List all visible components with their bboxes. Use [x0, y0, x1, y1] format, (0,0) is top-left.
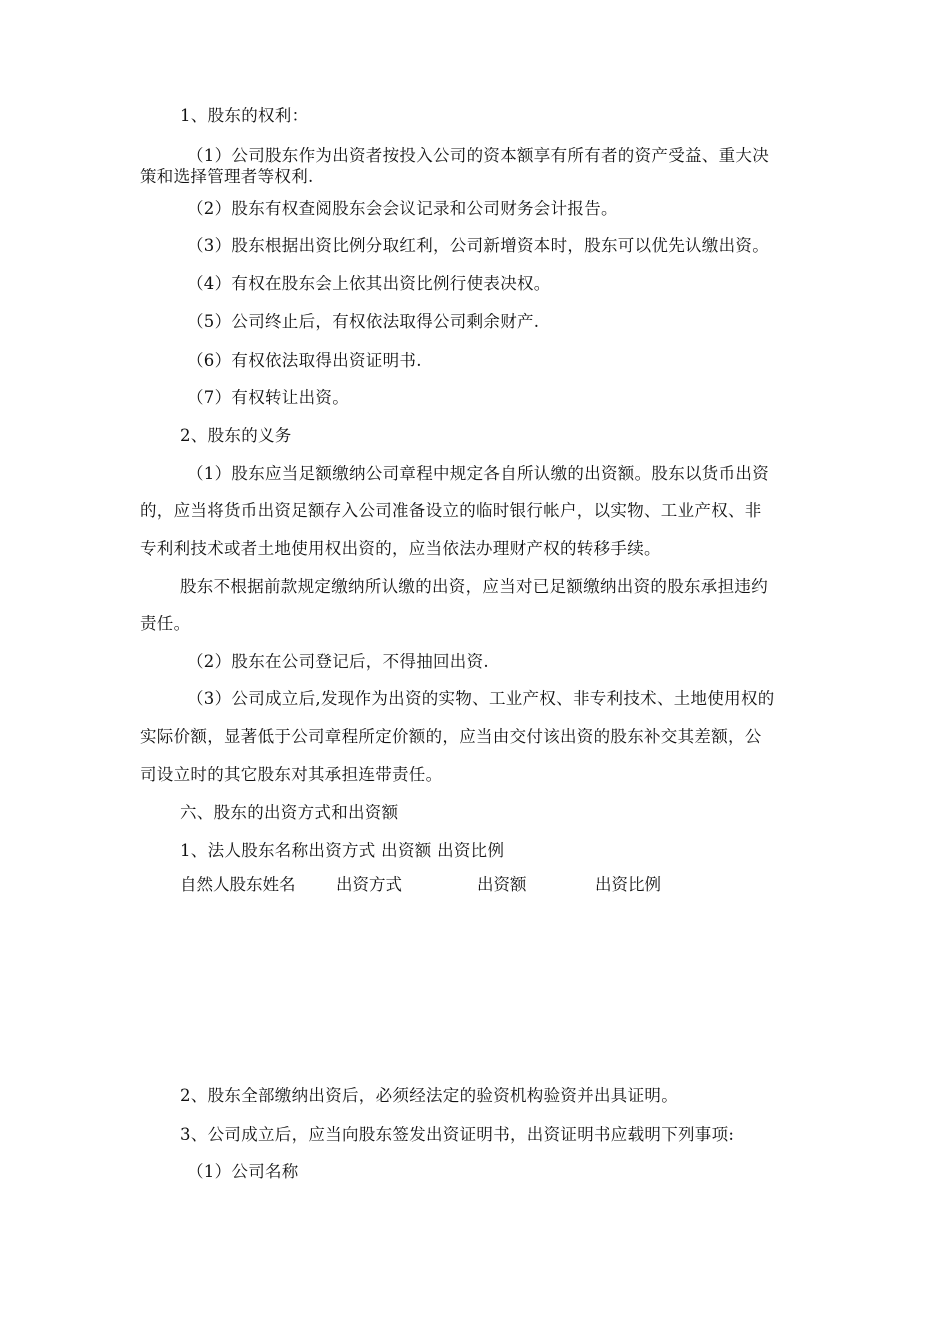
paragraph: （2）股东在公司登记后，不得抽回出资.	[187, 652, 489, 671]
paragraph: 专利利技术或者土地使用权出资的，应当依法办理财产权的转移手续。	[140, 539, 661, 558]
paragraph: 实际价额，显著低于公司章程所定价额的，应当由交付该出资的股东补交其差额，公	[140, 727, 762, 746]
paragraph: （3）公司成立后,发现作为出资的实物、工业产权、非专利技术、土地使用权的	[187, 689, 775, 708]
paragraph: 的，应当将货币出资足额存入公司准备设立的临时银行帐户，以实物、工业产权、非	[140, 501, 762, 520]
section-heading-obligations: 2、股东的义务	[180, 426, 292, 445]
paragraph: （7）有权转让出资。	[187, 388, 349, 407]
paragraph: （6）有权依法取得出资证明书.	[187, 351, 422, 370]
paragraph: （1）股东应当足额缴纳公司章程中规定各自所认缴的出资额。股东以货币出资	[187, 464, 769, 483]
header-cell-amount: 出资额	[477, 875, 527, 894]
header-cell-method: 出资方式	[336, 875, 402, 894]
paragraph: 策和选择管理者等权利.	[140, 167, 314, 186]
paragraph: （5）公司终止后，有权依法取得公司剩余财产.	[187, 312, 540, 331]
section-heading-contribution: 六、股东的出资方式和出资额	[180, 803, 399, 822]
paragraph: 股东不根据前款规定缴纳所认缴的出资，应当对已足额缴纳出资的股东承担违约	[180, 577, 768, 596]
paragraph: 责任。	[140, 614, 191, 633]
paragraph: （3）股东根据出资比例分取红利，公司新增资本时，股东可以优先认缴出资。	[187, 236, 769, 255]
header-cell-ratio: 出资比例	[595, 875, 661, 894]
paragraph: 2、股东全部缴纳出资后，必须经法定的验资机构验资并出具证明。	[180, 1086, 678, 1105]
paragraph: （2）股东有权查阅股东会会议记录和公司财务会计报告。	[187, 199, 618, 218]
paragraph: （1）公司名称	[187, 1162, 299, 1181]
paragraph: 1、法人股东名称出资方式 出资额 出资比例	[180, 841, 505, 860]
paragraph: （4）有权在股东会上依其出资比例行使表决权。	[187, 274, 551, 293]
paragraph: 3、公司成立后，应当向股东签发出资证明书，出资证明书应载明下列事项:	[180, 1125, 735, 1144]
header-cell-name: 自然人股东姓名	[180, 875, 296, 894]
paragraph: （1）公司股东作为出资者按投入公司的资本额享有所有者的资产受益、重大决	[187, 146, 769, 165]
paragraph: 司设立时的其它股东对其承担连带责任。	[140, 765, 443, 784]
section-heading-rights: 1、股东的权利：	[180, 106, 309, 125]
